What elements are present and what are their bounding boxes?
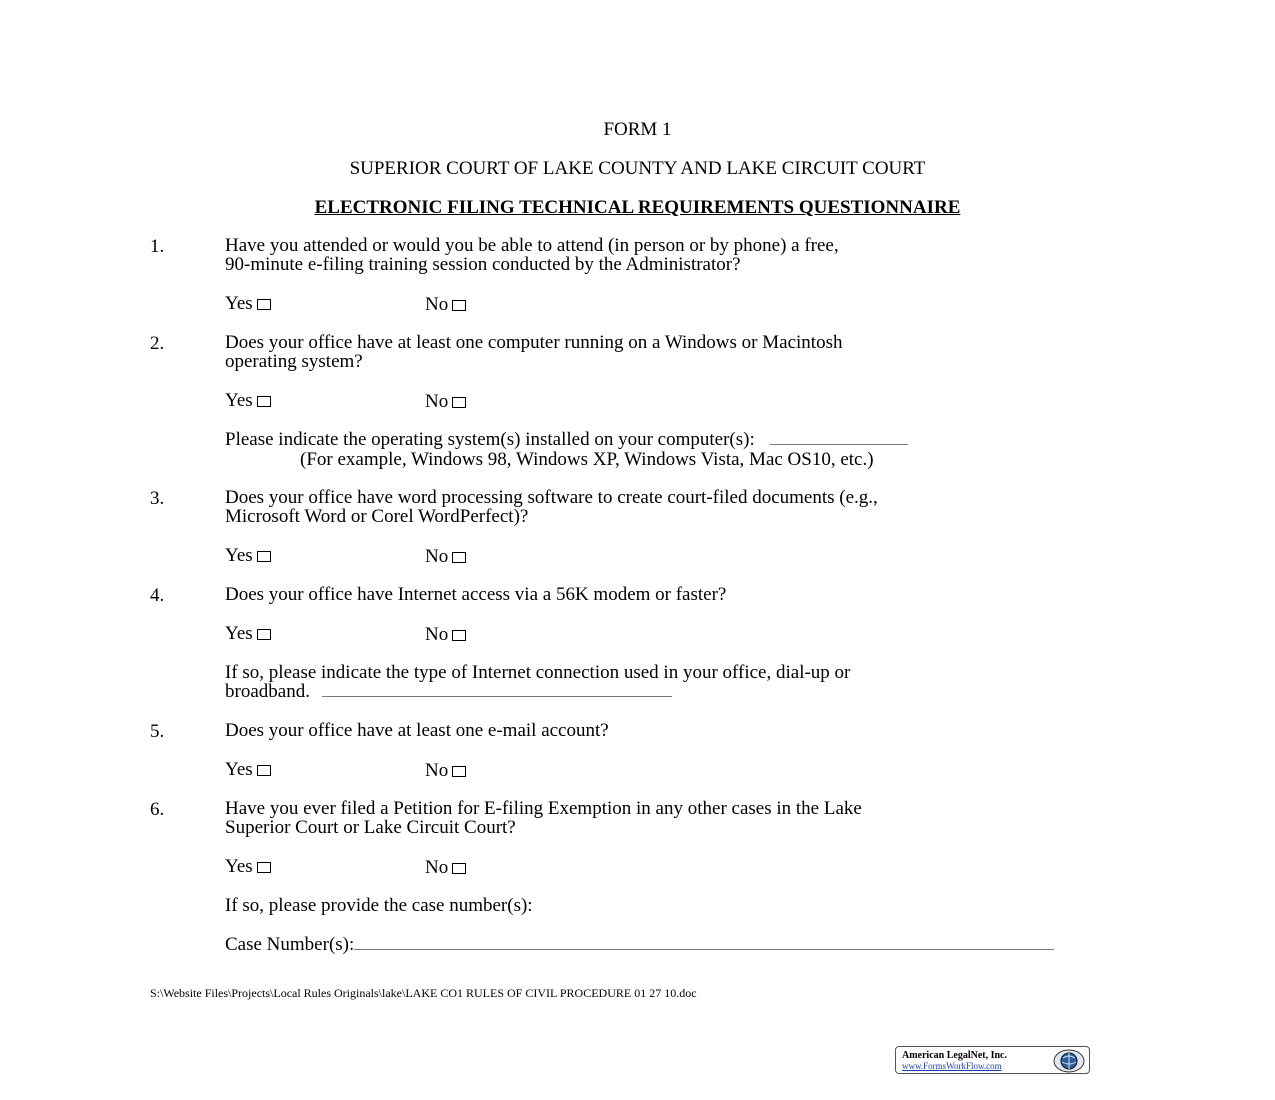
question-5-yes-option: Yes: [225, 760, 271, 779]
operating-system-blank[interactable]: [770, 444, 908, 445]
question-5-no-option: No: [425, 760, 466, 782]
case-number-prompt: If so, please provide the case number(s):: [225, 895, 533, 916]
question-3-no-option: No: [425, 546, 466, 568]
question-6-yes-checkbox[interactable]: [257, 862, 271, 873]
question-3-yes-checkbox[interactable]: [257, 551, 271, 562]
connection-type-blank[interactable]: [322, 696, 672, 697]
question-2-number: 2.: [150, 333, 165, 354]
logo-company-name: American LegalNet, Inc.: [902, 1050, 1007, 1061]
question-4-yes-option: Yes: [225, 624, 271, 643]
question-2-no-checkbox[interactable]: [452, 397, 466, 408]
question-4-number: 4.: [150, 585, 165, 606]
question-6-no-option: No: [425, 857, 466, 879]
question-5-yes-checkbox[interactable]: [257, 765, 271, 776]
question-5-no-checkbox[interactable]: [452, 766, 466, 777]
form-label: FORM 1: [603, 119, 672, 140]
question-1-number: 1.: [150, 236, 165, 257]
court-name: SUPERIOR COURT OF LAKE COUNTY AND LAKE CIRCUIT COURT: [349, 158, 926, 179]
case-number-row: Case Number(s):: [225, 935, 1054, 954]
question-3-no-checkbox[interactable]: [452, 552, 466, 563]
question-1-no-checkbox[interactable]: [452, 300, 466, 311]
question-5-text: Does your office have at least one e-mail account?: [225, 720, 609, 741]
document-title: ELECTRONIC FILING TECHNICAL REQUIREMENTS QUESTIONNAIRE: [314, 197, 961, 218]
question-4-text: Does your office have Internet access via a 56K modem or faster?: [225, 584, 727, 605]
question-1-yes-option: Yes: [225, 294, 271, 313]
question-2-no-option: No: [425, 391, 466, 413]
case-number-blank[interactable]: [354, 949, 1054, 950]
question-4-no-checkbox[interactable]: [452, 630, 466, 641]
logo-website-link[interactable]: www.FormsWorkFlow.com: [902, 1061, 1002, 1071]
file-path-footer: S:\Website Files\Projects\Local Rules Originals\lake\LAKE CO1 RULES OF CIVIL PROCEDURE 01 27 10.doc: [150, 986, 697, 1000]
question-2-yes-option: Yes: [225, 391, 271, 410]
question-6-no-checkbox[interactable]: [452, 863, 466, 874]
american-legalnet-logo[interactable]: [895, 1046, 1090, 1074]
connection-type-prompt: If so, please indicate the type of Internet connection used in your office, dial-up or broadband.: [225, 662, 851, 702]
operating-system-prompt: Please indicate the operating system(s) installed on your computer(s):: [225, 430, 908, 449]
question-3-number: 3.: [150, 488, 165, 509]
question-3-yes-option: Yes: [225, 546, 271, 565]
question-2-yes-checkbox[interactable]: [257, 396, 271, 407]
question-6-number: 6.: [150, 799, 165, 820]
question-1-yes-checkbox[interactable]: [257, 299, 271, 310]
question-3-text: Does your office have word processing software to create court-filed documents (e.g., Microsoft Word or Corel WordPerfect)?: [225, 487, 878, 527]
question-6-text: Have you ever filed a Petition for E-filing Exemption in any other cases in the Lake Superior Court or Lake Circuit Court?: [225, 798, 862, 838]
globe-icon: [1052, 1049, 1086, 1073]
question-6-yes-option: Yes: [225, 857, 271, 876]
operating-system-example: (For example, Windows 98, Windows XP, Windows Vista, Mac OS10, etc.): [300, 449, 874, 470]
question-1-text: Have you attended or would you be able to attend (in person or by phone) a free, 90-minute e-filing training session conducted by the Administrator?: [225, 235, 839, 275]
question-2-text: Does your office have at least one computer running on a Windows or Macintosh operating system?: [225, 332, 843, 372]
question-4-no-option: No: [425, 624, 466, 646]
question-4-yes-checkbox[interactable]: [257, 629, 271, 640]
question-1-no-option: No: [425, 294, 466, 316]
question-5-number: 5.: [150, 721, 165, 742]
